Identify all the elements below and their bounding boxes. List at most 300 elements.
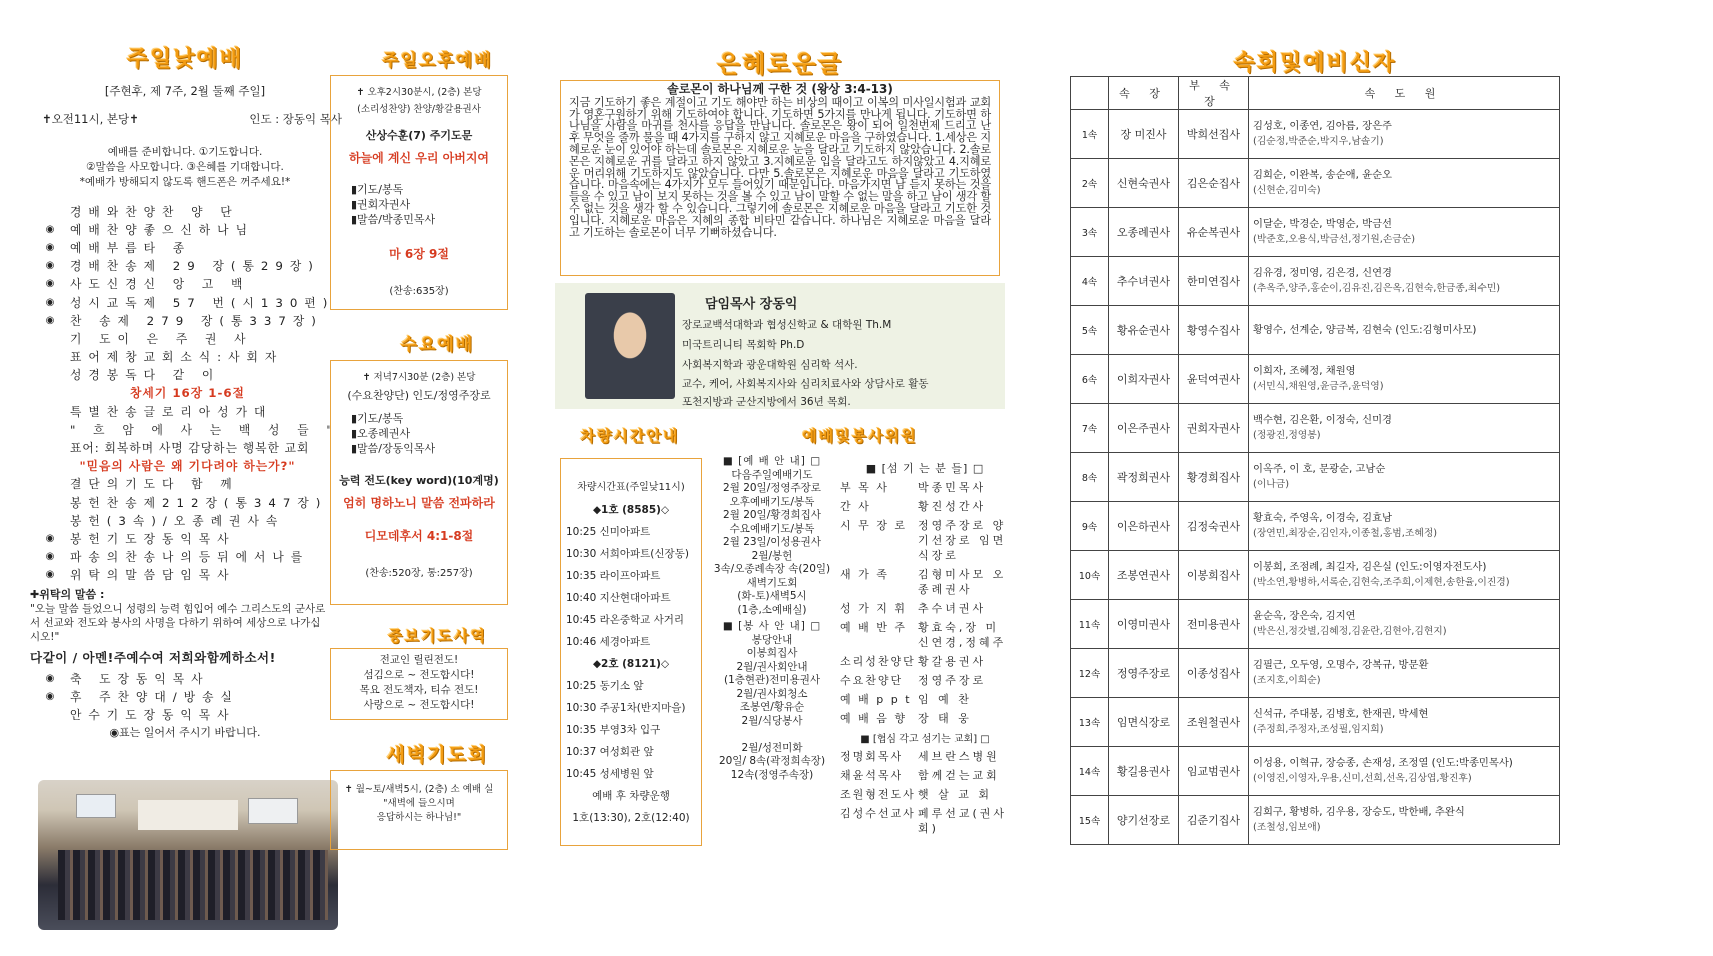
members-extra: (박은신,정갓별,김혜정,김윤란,김현아,김현지)	[1253, 626, 1447, 637]
order-text: 표어: 회복하며 사명 감당하는 행복한 교회	[70, 441, 310, 456]
members-main: 이희자, 조혜정, 채원영	[1253, 365, 1356, 377]
w2-line: 봉당안내	[751, 633, 793, 646]
pm-hymn: (찬송:635장)	[389, 286, 449, 297]
bus2-list	[566, 675, 696, 785]
table-row	[1071, 306, 1560, 355]
w1-line: 오후예배기도/봉독	[729, 495, 815, 508]
cell-subleader: 권희자권사	[1179, 404, 1249, 453]
w1-line: 수요예배기도/봉독	[729, 522, 815, 535]
cell-leader: 신현숙권사	[1109, 159, 1179, 208]
bus1-stop: 10:45 라온중학교 사거리	[566, 614, 685, 626]
w3-role: 예 배 p p t	[840, 693, 912, 706]
order-text: 특별찬송글로리아성가대	[70, 404, 273, 419]
w3-role: 부 목 사	[840, 481, 889, 494]
pm-song: 산상수훈(7) 주기도문	[365, 129, 473, 142]
table-row	[1071, 355, 1560, 404]
table-row	[1071, 747, 1560, 796]
order-mark: ◉	[45, 223, 55, 235]
order-row	[30, 275, 345, 293]
order-row	[30, 529, 345, 547]
cell-number: 7속	[1071, 404, 1109, 453]
wed-item: ▮말씀/장동익목사	[351, 442, 436, 455]
order-text: 기 도이 은 주 권 사	[70, 331, 253, 346]
cell-subleader: 윤덕여권사	[1179, 355, 1249, 404]
members-main: 김유경, 정미영, 김은경, 신연경	[1253, 267, 1392, 279]
order-text: 표어제창교회소식:사회자	[70, 350, 284, 365]
w3-role: 시 무 장 로	[840, 519, 907, 532]
bus2-label: ◆2호 (8121)◇	[592, 658, 670, 670]
sunday-service-column	[30, 0, 340, 956]
dawn-prayer-box	[330, 770, 508, 850]
cell-number: 3속	[1071, 208, 1109, 257]
order-mark: ◉	[45, 314, 55, 326]
cell-subleader: 조원철권사	[1179, 698, 1249, 747]
w3-role: 예 배 반 주	[840, 621, 907, 634]
w1-line: 다음주일예배기도	[731, 468, 813, 481]
cell-members	[1249, 747, 1560, 796]
order-text: 예배찬양좋으신하나님	[70, 222, 254, 237]
members-main: 신석규, 주대봉, 김병호, 한재권, 박세현	[1253, 708, 1429, 720]
w2-line: 조봉연/황유순	[739, 701, 805, 713]
cell-members	[1249, 551, 1560, 600]
table-row	[1071, 159, 1560, 208]
table-row	[1071, 110, 1560, 159]
bus2-stop: 10:30 주공1차(반지마을)	[566, 702, 686, 714]
table-row	[1071, 208, 1560, 257]
amen-line: 다같이 / 아멘!주예수여 저희와함께하소서!	[30, 649, 276, 665]
cell-leader: 황길용권사	[1109, 747, 1179, 796]
sermon-text: 지금 기도하기 좋은 계절이고 기도 해야만 하는 비상의 때이고 이복의 미사일시험과 교회가 영혼구원하기 위해 기도하여야 합니다. 기도하면 5가지를 만나게 됩니다. 기도하면 하나님을 사람을 마귀를 천사를 응답을 만납니다. 솔로몬은 왕이 되어 일천번제 드리고 난 후 무엇을 줄까 물을 때 4가지를 구하지 않고 지혜로운 마음을 구하였습니다. 1.세상은 지혜로운 눈이 있어야 하는데 솔로몬은 지혜로운 눈을 달라고 기도하지 않았습니다. 2.솔로몬은 지혜로운 귀를 달라고 하지 않았고 3.지혜로운 입을 달라고도 하지않았고 4.지혜로운 머리위해 기도하지도 않았습니다. 다만 5.솔로몬은 지혜로운 마음을 달라고 기도하였습니다. 마음속에는 4가지가 모두 들어있기 때문입니다. 마음가지면 남 듣지 못하는 것을 들을 수 있고 남이 보지 못하는 것을 볼 수 있고 남이 말할 수 없는 말을 하고 남이 생각 할 수 없는 것을 생각 할 수 있습니다. 그렇기에 솔로몬은 지혜로운 마음을 달라고 기도한 것입니다. 지혜로운 마음은 지혜의 종합 비타민 같습니다. 하나님은 지혜로운 마음을 달라고 기도하는 솔로몬이 너무 기뻐하셨습니다.	[569, 95, 991, 239]
members-extra: (주정희,주정자,조성필,임지희)	[1253, 724, 1384, 735]
w4-row	[840, 806, 1010, 836]
w3-row	[840, 692, 1010, 707]
w3-row	[840, 654, 1010, 669]
cell-subleader: 박희선집사	[1179, 110, 1249, 159]
order-row	[30, 438, 345, 456]
cell-groups-title: 속회및예비신자	[1233, 51, 1397, 76]
members-main: 백수현, 김은환, 이정숙, 신미경	[1253, 414, 1392, 426]
cell-subleader: 김은순집사	[1179, 159, 1249, 208]
congregation-photo	[38, 780, 338, 930]
bus1-label: ◆1호 (8585)◇	[592, 504, 670, 516]
pastor-line: 교수, 케어, 사회복지사와 심리치료사와 상담사로 활동	[682, 378, 929, 390]
dawn-line: "새벽에 들으시며	[383, 798, 455, 809]
w1-line: 3속/오종례속장 속(20일)	[713, 563, 831, 575]
w1-line: 2월 20일/황경희집사	[723, 509, 821, 521]
order-text: 찬 송제 279 장(통337장)	[70, 313, 323, 328]
w1-list	[708, 469, 836, 618]
sunday-service-title: 주일낮예배	[126, 47, 244, 72]
pray-line: 섬김으로 ~ 전도합시다!	[363, 669, 475, 681]
cell-leader: 양기선장로	[1109, 796, 1179, 845]
members-extra: (조지호,이희순)	[1253, 675, 1321, 686]
cell-leader: 황유순권사	[1109, 306, 1179, 355]
order-text: " 흐 암 에 사 는 백 성 들 "	[70, 422, 339, 437]
w3-role: 수요찬양단	[840, 674, 904, 687]
cell-subleader: 이종성집사	[1179, 649, 1249, 698]
w4-role: 정명회목사	[840, 750, 904, 763]
other-services-column	[339, 0, 520, 956]
cell-leader: 이영미권사	[1109, 600, 1179, 649]
wed-item: ▮오종례권사	[351, 427, 411, 440]
w2-line: 2월/식당봉사	[741, 714, 803, 727]
cell-leader: 조봉연권사	[1109, 551, 1179, 600]
members-extra: (정광진,정영봉)	[1253, 430, 1321, 441]
order-row	[30, 348, 345, 366]
w2-line	[708, 728, 836, 742]
cell-leader: 이은주권사	[1109, 404, 1179, 453]
congregation	[58, 850, 328, 920]
wed-ref: 디모데후서 4:1-8절	[364, 529, 474, 543]
w3-person: 박종민목사	[918, 481, 987, 494]
cell-number: 11속	[1071, 600, 1109, 649]
cell-number: 12속	[1071, 649, 1109, 698]
order-text: 봉헌(3속)/오종례권사속	[70, 513, 285, 528]
screen-left	[76, 794, 116, 818]
w1-line: 2월 20일/정영주장로	[723, 482, 821, 494]
members-extra: (서민식,채원영,윤금주,윤덕영)	[1253, 381, 1384, 392]
table-row	[1071, 453, 1560, 502]
pastor-photo	[585, 293, 675, 399]
prep-line: 예배를 준비합니다. ①기도합니다.	[107, 146, 263, 158]
cell-number: 2속	[1071, 159, 1109, 208]
cell-members	[1249, 796, 1560, 845]
cell-leader: 이은하권사	[1109, 502, 1179, 551]
pastor-line: 미국트리니티 목회학 Ph.D	[682, 339, 805, 351]
cell-members	[1249, 600, 1560, 649]
bus-after: 예배 후 차량운행	[592, 790, 670, 802]
w3-row	[840, 499, 1010, 514]
order-row	[30, 329, 345, 347]
w2-line: 2월/성전미화	[741, 741, 803, 754]
cell-members	[1249, 355, 1560, 404]
bus2-stop: 10:25 동기소 앞	[566, 680, 644, 692]
pray-line: 전교인 릴린전도!	[379, 654, 459, 666]
cell-number: 15속	[1071, 796, 1109, 845]
members-main: 김성호, 이종연, 김아름, 장은주	[1253, 120, 1392, 132]
pm-list	[337, 182, 501, 227]
cell-number: 4속	[1071, 257, 1109, 306]
w4-role: 조원형전도사	[840, 788, 916, 801]
commit-text: "오늘 말씀 들었으니 성령의 능력 힘입어 예수 그리스도의 군사로서 선교와 전도와 봉사의 사명을 다하기 위하여 세상으로 나가십시오!"	[30, 602, 326, 643]
service-leader: 인도 : 장동익 목사	[249, 112, 342, 126]
standing-note: ◉표는 일어서 주시기 바랍니다.	[109, 725, 261, 739]
cell-subleader: 황경희집사	[1179, 453, 1249, 502]
order-mark: ◉	[45, 241, 55, 253]
bus1-stop: 10:35 라이프아파트	[566, 570, 661, 582]
w3-person: 임 예 찬	[918, 693, 972, 706]
wednesday-service-box	[330, 360, 508, 605]
pm-item: ▮말씀/박종민목사	[351, 213, 436, 226]
order-text: 봉헌찬송제212장(통347장)	[70, 495, 328, 510]
w1-line: (화-토)새벽5시	[737, 590, 807, 602]
header-number	[1071, 77, 1109, 110]
cell-groups-table	[1070, 76, 1560, 845]
w3-role: 소리성찬양단	[840, 655, 916, 668]
cell-members	[1249, 453, 1560, 502]
w1-line: (1층,소예배실)	[737, 603, 807, 616]
wed-sub: (수요찬양단) 인도/정영주장로	[347, 389, 491, 402]
members-main: 황영수, 선계순, 양금복, 김현숙 (인도:김형미사모)	[1253, 323, 1477, 336]
cell-number: 1속	[1071, 110, 1109, 159]
table-row	[1071, 551, 1560, 600]
members-main: 이옥주, 이 호, 문광순, 고남순	[1253, 463, 1386, 475]
w2-list	[708, 634, 836, 783]
prep-line: *예배가 방해되지 않도록 핸드폰은 꺼주세요!*	[79, 176, 291, 188]
header-members: 속 도 원	[1249, 77, 1560, 110]
cell-members	[1249, 110, 1560, 159]
cell-members	[1249, 208, 1560, 257]
bus1-stop: 10:25 신미아파트	[566, 526, 651, 538]
w4-list	[840, 749, 1010, 836]
header-subleader: 부 속 장	[1179, 77, 1249, 110]
service-time: ✝오전11시, 본당✝	[42, 112, 139, 126]
w3-row	[840, 601, 1010, 616]
members-extra: (이나금)	[1253, 479, 1290, 490]
cell-leader: 오종례권사	[1109, 208, 1179, 257]
cell-number: 5속	[1071, 306, 1109, 355]
w3-row	[840, 620, 1010, 650]
w3-row	[840, 711, 1010, 726]
bus2-stop: 10:45 성세병원 앞	[566, 768, 654, 780]
commit-label: ✚위탁의 말씀 :	[30, 587, 105, 601]
wed-time: ✝ 저녁7시30분 (2층) 본당	[362, 372, 476, 383]
w1-head: ■ [예 배 안 내] □	[722, 455, 822, 467]
dawn-line: ✝ 월~토/새벽5시, (2층) 소 예배 실	[344, 784, 494, 795]
service-time-row	[42, 111, 342, 127]
bus-head: 차량시간표(주일낮11시)	[577, 482, 685, 493]
members-extra: (이영진,이영자,우용,신미,선희,선옥,김상엽,황진후)	[1253, 773, 1472, 784]
pm-item: ▮기도/봉독	[351, 183, 404, 196]
wed-list	[337, 411, 501, 456]
cell-members	[1249, 306, 1560, 355]
table-row	[1071, 257, 1560, 306]
cell-members	[1249, 649, 1560, 698]
wed-item: ▮기도/봉독	[351, 412, 404, 425]
w3-row	[840, 673, 1010, 688]
order-text: 성시교독제 57 번(시130편)	[70, 295, 335, 310]
order-text: 사도신경신 앙 고 백	[70, 277, 250, 292]
w3-person: 황진성간사	[918, 500, 987, 513]
members-extra: (장연민,최장순,김인자,이종철,홍범,조혜정)	[1253, 528, 1438, 539]
pray-line: 사랑으로 ~ 전도합시다!	[363, 699, 475, 711]
order-mark: ◉	[45, 672, 55, 684]
cell-number: 13속	[1071, 698, 1109, 747]
order-row	[30, 687, 345, 705]
cell-subleader: 임교범권사	[1179, 747, 1249, 796]
cell-number: 10속	[1071, 551, 1109, 600]
w3-list	[840, 480, 1010, 726]
pray-line: 목요 전도책자, 티슈 전도!	[359, 684, 479, 696]
order-row	[30, 220, 345, 238]
w3-person: 장 태 웅	[918, 712, 972, 725]
w3-person: 황효숙,장 미 신연경,정혜주	[918, 621, 1007, 649]
table-row	[1071, 600, 1560, 649]
w3-person: 정영주장로	[918, 674, 987, 687]
w2-line: 20일/ 8속(곽정희속장)	[718, 755, 826, 767]
grace-title: 은혜로운글	[717, 50, 843, 78]
order-mark: ◉	[45, 278, 55, 290]
w3-row	[840, 480, 1010, 495]
order-text: 경배찬송제 29 장(통29장)	[70, 259, 320, 274]
table-row	[1071, 698, 1560, 747]
w2-line: 2월/권사회청소	[736, 687, 808, 700]
order-row	[30, 293, 345, 311]
w3-role: 성 가 지 휘	[840, 602, 907, 615]
members-main: 윤순옥, 장은숙, 김지연	[1253, 610, 1356, 622]
order-mark: ◉	[45, 569, 55, 581]
w3-role: 간 사	[840, 500, 871, 513]
w4-person: 페루선교(권사회)	[918, 807, 1008, 835]
bus1-stop: 10:46 세경아파트	[566, 636, 651, 648]
cell-subleader: 유순복권사	[1179, 208, 1249, 257]
w2-line: (1층현관)전미용권사	[723, 674, 821, 686]
order-row	[30, 566, 345, 584]
w3-head: ■ [섬 기 는 분 들] □	[865, 462, 985, 475]
prep-line: ②말씀을 사모합니다. ③은혜를 기대합니다.	[86, 161, 284, 173]
pm-sub: (소리성찬양) 찬양/황갈용권사	[357, 104, 481, 115]
pm-time: ✝ 오후2시30분시, (2층) 본당	[356, 87, 482, 98]
worship-guide	[708, 455, 836, 782]
screen-right	[248, 798, 298, 824]
w4-role: 채윤석목사	[840, 769, 904, 782]
w1-line: 2월 23일/이성용권사	[723, 536, 821, 548]
members-extra: (신현순,김미숙)	[1253, 185, 1321, 196]
cell-number: 8속	[1071, 453, 1109, 502]
service-header: [주현후, 제 7주, 2월 둘째 주일]	[104, 84, 266, 98]
order-row	[30, 511, 345, 529]
intercession-box	[330, 648, 508, 720]
bus1-stop: 10:30 서희아파트(신장동)	[566, 548, 689, 560]
members-main: 김희순, 이완복, 송순애, 윤순오	[1253, 169, 1392, 181]
w2-head: ■ [봉 사 안 내] □	[722, 620, 822, 632]
order-row	[30, 669, 345, 687]
pm-red: 하늘에 계신 우리 아버지여	[348, 151, 490, 165]
w2-line: 이봉희집사	[746, 647, 798, 659]
order-row	[30, 238, 345, 256]
order-highlight: 창세기 16장 1-6절	[130, 386, 245, 401]
cell-members	[1249, 257, 1560, 306]
order-text: 후 주찬양대/방송실	[70, 689, 239, 704]
order-row	[30, 420, 345, 438]
order-row	[30, 475, 345, 493]
cell-subleader: 김준기집사	[1179, 796, 1249, 845]
pastor-profile	[555, 283, 1005, 409]
order-text: 파송의찬송나의등뒤에서나를	[70, 550, 310, 565]
members-main: 이성용, 이혁규, 장승종, 손재성, 조정열 (인도:박종민목사)	[1253, 757, 1513, 769]
cell-leader: 이희자권사	[1109, 355, 1179, 404]
header-leader: 속 장	[1109, 77, 1179, 110]
servant-list	[840, 460, 1010, 840]
cell-number: 14속	[1071, 747, 1109, 796]
cell-leader: 추수녀권사	[1109, 257, 1179, 306]
bus1-stop: 10:40 지산현대아파트	[566, 592, 671, 604]
order-row	[30, 457, 345, 475]
cell-subleader: 김정숙권사	[1179, 502, 1249, 551]
w3-row	[840, 518, 1010, 563]
cell-members	[1249, 502, 1560, 551]
cell-leader: 장 미진사	[1109, 110, 1179, 159]
dawn-line: 응답하시는 하나님!"	[376, 812, 462, 823]
w4-person: 함께걷는교회	[918, 769, 1000, 782]
members-extra: (김순정,박준순,박지우,남솔기)	[1253, 136, 1384, 147]
w4-person: 세브란스병원	[918, 750, 1000, 763]
members-extra: (추옥주,양주,홍순이,김유진,김은옥,김현숙,한금종,최수민)	[1253, 283, 1501, 294]
pastor-line: 포천지방과 군산지방에서 36년 목회.	[682, 396, 851, 408]
cell-groups-column	[1070, 0, 1560, 956]
afternoon-service-title: 주일오후예배	[382, 51, 493, 71]
order-text: 경배와찬양찬 양 단	[70, 204, 239, 219]
order-mark: ◉	[45, 690, 55, 702]
order-row	[30, 311, 345, 329]
pastor-line: 장로교백석대학과 협성신학교 & 대학원 Th.M	[682, 319, 892, 331]
table-row	[1071, 649, 1560, 698]
order-text: 축 도장동익목사	[70, 671, 210, 686]
intercession-title: 중보기도사역	[388, 627, 487, 645]
cell-members	[1249, 698, 1560, 747]
cell-subleader: 황영수집사	[1179, 306, 1249, 355]
wed-title: 능력 전도(key word)(10계명)	[339, 474, 499, 487]
sermon-title: 솔로몬이 하나님께 구한 것 (왕상 3:4-13)	[667, 82, 893, 96]
order-text: 예배부름타 종	[70, 240, 192, 255]
table-row	[1071, 502, 1560, 551]
members-main: 황효숙, 주영옥, 이경숙, 김효남	[1253, 512, 1392, 524]
w1-line: 새벽기도회	[746, 576, 798, 589]
dawn-prayer-title: 새벽기도회	[386, 744, 489, 766]
order-row	[30, 257, 345, 275]
grace-column	[560, 0, 1008, 956]
preparation-notes	[30, 145, 340, 190]
w1-line: 2월/봉헌	[751, 549, 793, 562]
bus-box	[560, 458, 702, 846]
order-row	[30, 202, 345, 220]
order-text: 위탁의말씀담임목사	[70, 568, 236, 583]
cell-leader: 임면식장로	[1109, 698, 1179, 747]
w3-role: 예 배 음 향	[840, 712, 907, 725]
cell-number: 9속	[1071, 502, 1109, 551]
w3-person: 추수녀권사	[918, 602, 987, 615]
order-row	[30, 384, 345, 402]
order-text: 결단의기도다 함 께	[70, 477, 239, 492]
table-row	[1071, 796, 1560, 845]
w4-row	[840, 749, 1010, 764]
order-mark: ◉	[45, 551, 55, 563]
bus2-stop: 10:35 부영3차 입구	[566, 724, 661, 736]
pm-ref: 마 6장 9절	[389, 247, 449, 261]
cell-subleader: 한미연집사	[1179, 257, 1249, 306]
w4-role: 김성수선교사	[840, 807, 916, 820]
w3-role: 새 가 족	[840, 568, 889, 581]
members-main: 김필근, 오두영, 오명수, 강복규, 방문환	[1253, 659, 1429, 671]
order-text: 성경봉독다 같 이	[70, 368, 221, 383]
wednesday-service-title: 수요예배	[400, 335, 475, 355]
w2-line: 2월/권사회안내	[736, 660, 808, 673]
w4-head: ■ [협심 각고 섬기는 교회] □	[860, 734, 990, 745]
order-mark: ◉	[45, 260, 55, 272]
members-extra: (박준호,오용식,박금선,정기원,손금순)	[1253, 234, 1416, 245]
bus1-list	[566, 521, 696, 653]
table-row	[1071, 404, 1560, 453]
order-row	[30, 402, 345, 420]
order-mark: ◉	[45, 296, 55, 308]
cell-subleader: 이봉희집사	[1179, 551, 1249, 600]
cell-subleader: 전미용권사	[1179, 600, 1249, 649]
table-header-row	[1071, 77, 1560, 110]
order-text: 봉헌기도장동익목사	[70, 531, 236, 546]
members-main: 김희구, 황병하, 김우용, 장승도, 박한배, 추완식	[1253, 806, 1465, 818]
order-highlight: "믿음의 사람은 왜 기다려야 하는가?"	[79, 459, 296, 474]
w2-line: 12속(정영주속장)	[730, 768, 814, 781]
